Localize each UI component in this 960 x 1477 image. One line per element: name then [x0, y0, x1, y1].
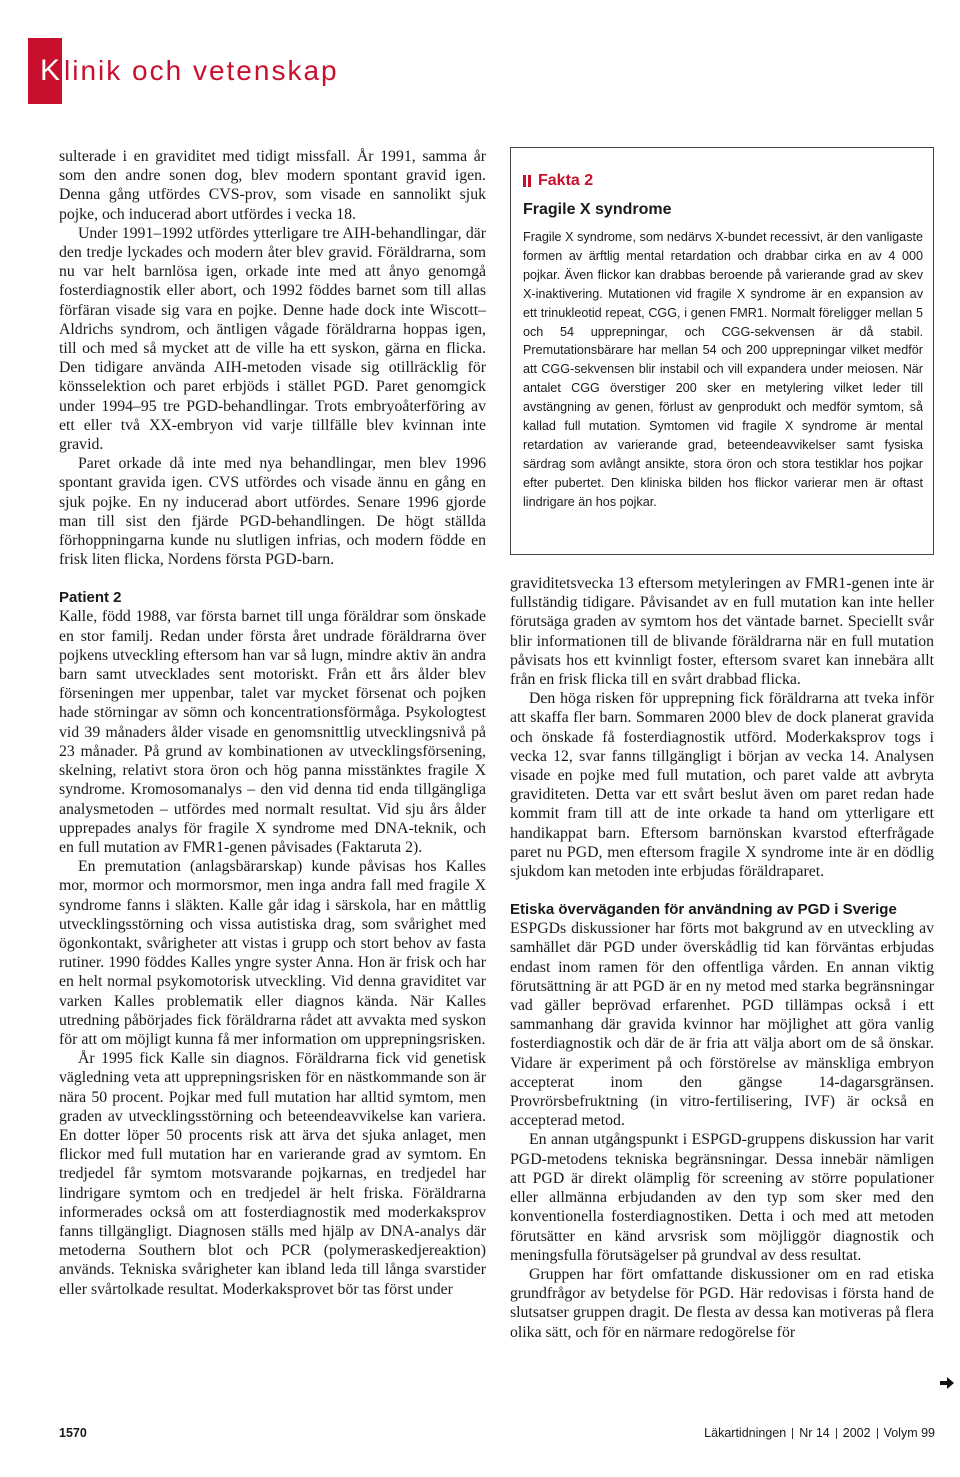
- patient-2-heading: Patient 2: [59, 589, 122, 607]
- fact-box-title: Fragile X syndrome: [523, 201, 672, 218]
- paragraph: Gruppen har fört omfattande diskussioner om en rad etiska grundfrågor av betydelse för PGD. Här redovisas i första hand de slutsatser gruppen dragit. De flesta av dessa kan motiveras på flera olika sätt, och för en närmare redogörelse för: [510, 1265, 934, 1341]
- right-column: [510, 574, 934, 1342]
- paragraph: År 1995 fick Kalle sin diagnos. Föräldrarna fick vid genetisk vägledning veta att upprepningsrisken för en nästkommande son är nära 50 procent. Pojkar med full mutation har alltid symtom, men graden av utvecklingsstörning och beteendeavvikelse kan variera. En dotter löper 50 procents risk att ärva det sjuka anlaget, men flickor med full mutation har en varierande grad av symtom. En tredjedel får symtom motsvarande pojkarnas, en tredjedel har lindrigare symtom och en tredjedel är helt friska. Föräldrarna informerades också om att fosterdiagnostik med moderkaksprov fanns tillgängligt. Diagnosen ställs med hjälp av DNA-analys där metoderna Southern blot och PCR (polymeraskedjereaktion) används. Tekniska svårigheter kan ibland leda till långa svarstider eller svårtolkade resultat. Moderkaksprovet bör tas först under: [59, 1050, 486, 1298]
- paragraph: graviditetsvecka 13 eftersom metyleringen av FMR1-genen inte är fullständig tidigare. Påvisandet av en full mutation kan inte heller förutsäga graden av symtom hos det väntade barnet. Speciellt svår blir informationen till de blivande föräldrarna när en full mutation påvisats hos ett kvinnligt foster, eftersom svaret kan innebära allt från en frisk flicka till en svårt drabbad flicka.: [510, 575, 934, 689]
- continue-arrow-icon: [940, 1377, 954, 1389]
- fact-box-label: [523, 166, 923, 196]
- ethics-heading: Etiska överväganden för användning av PGD i Sverige: [510, 901, 897, 919]
- fact-box: [510, 147, 934, 555]
- section-header: [28, 38, 478, 104]
- paragraph: Paret orkade då inte med nya behandlingar, men blev 1996 spontant gravida igen. CVS utfördes och visade ännu en gång en sjuk pojke. En ny inducerad abort utfördes. Senare 1996 gjorde man till sist den fjärde PGD-behandlingen. De högt ställda förhoppningarna kunde nu slutligen infrias, och modern födde en frisk liten flicka, Nordens första PGD-barn.: [59, 455, 486, 569]
- paragraph: Under 1991–1992 utfördes ytterligare tre AIH-behandlingar, där den tredje lyckades och modern åter blev gravid. Föräldrarna, som nu var helt barnlösa igen, orkade inte med att ånyo genomgå fosterdiagnostik eller abort, och 1992 föddes barnet som till allas förfäran visade sig vara en pojke. Denne hade dock inte Wiscott–Aldrichs syndrom, och äntligen vågade föräldrarna hoppas igen, till och med så mycket att de ville ha ett syskon, gärna en flicka. Den tidigare använda AIH-metoden visade sig otillräcklig för könsselektion och paret erbjöds i stället PGD. Paret genomgick under 1994–95 tre PGD-behandlingar. Trots embryoåterföring av ett eller två XX-embryon vid varje tillfälle blev kvinnan inte gravid.: [59, 224, 486, 454]
- divider: [877, 1428, 878, 1439]
- fact-box-label-text: Fakta 2: [538, 172, 594, 189]
- page-number: 1570: [59, 1426, 87, 1440]
- bars-icon: [523, 175, 531, 187]
- volume: Volym 99: [883, 1426, 935, 1440]
- divider: [792, 1428, 793, 1439]
- left-column: [59, 147, 486, 1299]
- journal-name: Läkartidningen: [704, 1426, 787, 1440]
- issue-number: Nr 14: [799, 1426, 830, 1440]
- journal-info: [704, 1426, 935, 1440]
- paragraph: Den höga risken för upprepning fick föräldrarna att tveka inför att skaffa fler barn. Sommaren 2000 blev de dock planerat gravida och önskade få fosterdiagnostik utförd. Moderkaksprov togs i vecka 12, svar fanns tillgängligt i början av vecka 14. Analysen visade en pojke med full mutation, och paret valde att avbryta graviditeten. Detta var ett svårt beslut även om paret redan hade kommit fram till att de inte orkade ta hand om ytterligare ett handikappat barn. Eftersom barnönskan kvarstod efterfrågade paret nu PGD, men eftersom fragile X syndrome inte är en dödlig sjukdom kan metoden inte erbjudas föräldraparet.: [510, 690, 934, 881]
- paragraph: Kalle, född 1988, var första barnet till unga föräldrar som önskade en stor familj. Redan under första året undrade föräldrarna över pojkens utveckling eftersom han var så lugn, mindre aktiv än andra barn samt utvecklades sent motoriskt. Från ett års ålder blev förseningen mer uppenbar, talet var mycket försenat och pojken hade störningar av sömn och koncentrationsförmåga. Psykologtest vid 39 månaders ålder visade en genomsnittlig utvecklingsnivå på 23 månader. På grund av kombinationen av utvecklingsförsening, skelning, relativt stora öron och hög panna misstänktes fragile X syndrome. Kromosomanalys – den vid denna tid enda tillgängliga analysmetoden – utfördes med normalt resultat. Vid sju års ålder upprepades analys för fragile X syndrome med DNA-teknik, och en full mutation av FMR1-genen påvisades (Faktaruta 2).: [59, 608, 486, 856]
- section-title: linik och vetenskap: [64, 55, 339, 86]
- divider: [836, 1428, 837, 1439]
- page-footer: [59, 1426, 935, 1444]
- paragraph: ESPGDs diskussioner har förts mot bakgrund av en utveckling av samhället där PGD under överskådlig tid kan förväntas erbjudas endast inom ramen för den offentliga vården. En annan viktig förutsättning är att PGD är en ny metod med starka begränsningar vad gäller beprövad erfarenhet. PGD tillämpas också i ett sammanhang där gravida kvinnor har möjlighet att göra vanlig fosterdiagnostik och där de är fria att välja abort om de så önskar. Vidare är experiment på och förstörelse av mänskliga embryon accepterat inom den gängse 14-dagarsgränsen. Provrörsbefruktning (in vitro-fertilisering, IVF) är också en accepterad metod.: [510, 920, 934, 1130]
- paragraph: En annan utgångspunkt i ESPGD-gruppens diskussion har varit PGD-metodens tekniska begränsningar. Dessa innebär nämligen att PGD är direkt olämplig för screening av större populationer eller allmänna erbjudanden av den typ som sker med den konventionella fosterdiagnostiken. Detta i och med att metoden förutsätter en känd arvsrisk som möjliggör diagnostik och meningsfulla förutsägelser på grundval av dess resultat.: [510, 1131, 934, 1264]
- year: 2002: [842, 1426, 871, 1440]
- section-initial: K: [28, 38, 62, 104]
- paragraph: En premutation (anlagsbärarskap) kunde påvisas hos Kalles mor, mormor och mormorsmor, men inga andra fall med fragile X syndrome fanns i släkten. Kalle går idag i särskola, har en måttlig utvecklingsstörning och vissa autistiska drag, som svårighet med ögonkontakt, svårigheter att vistas i grupp och stort behov av fasta rutiner. 1990 föddes Kalles yngre syster Anna. Hon är frisk och har en helt normal psykomotorisk utveckling. Vid denna graviditet var varken Kalles problematik eller diagnos kända. När Kalles utredning påbörjades fick föräldrarna rådet att avvakta med syskon för att om möjligt kunna få mer information om upprepningsrisken.: [59, 858, 486, 1048]
- fact-box-body: Fragile X syndrome, som nedärvs X-bundet recessivt, är den vanligaste formen av ärftlig mental retardation och drabbar cirka en av 4 000 pojkar. Även flickor kan drabbas beroende på varierande grad av skev X-inaktivering. Mutationen vid fragile X syndrome är en expansion av ett trinukleotid repeat, CGG, i genen FMR1. Normalt föreligger mellan 5 och 54 upprepningar, och CGG-sekvensen är då stabil. Premutationsbärare har mellan 54 och 200 upprepningar vilket medför att CGG-sekvensen blir instabil och vill expandera under meiosen. När antalet CGG överstiger 200 sker en metylering vilket leder till avstängning av genen, förlust av genprodukt och medför symtom, så kallad full mutation. Symtomen vid fragile X syndrome är mental retardation av varierande grad, beteendeavvikelser samt fysiska särdrag som avlångt ansikte, stora öron och stora testiklar hos pojkar efter pubertet. Den kliniska bilden hos flickor varierar men är oftast lindrigare än hos pojkar.: [523, 230, 923, 509]
- paragraph: sulterade i en graviditet med tidigt missfall. År 1991, samma år som den andre sonen dog, blev modern spontant gravid igen. Denna gång utfördes CVS-prov, som visade en sannolikt sjuk pojke, och inducerad abort utfördes i vecka 18.: [59, 148, 486, 223]
